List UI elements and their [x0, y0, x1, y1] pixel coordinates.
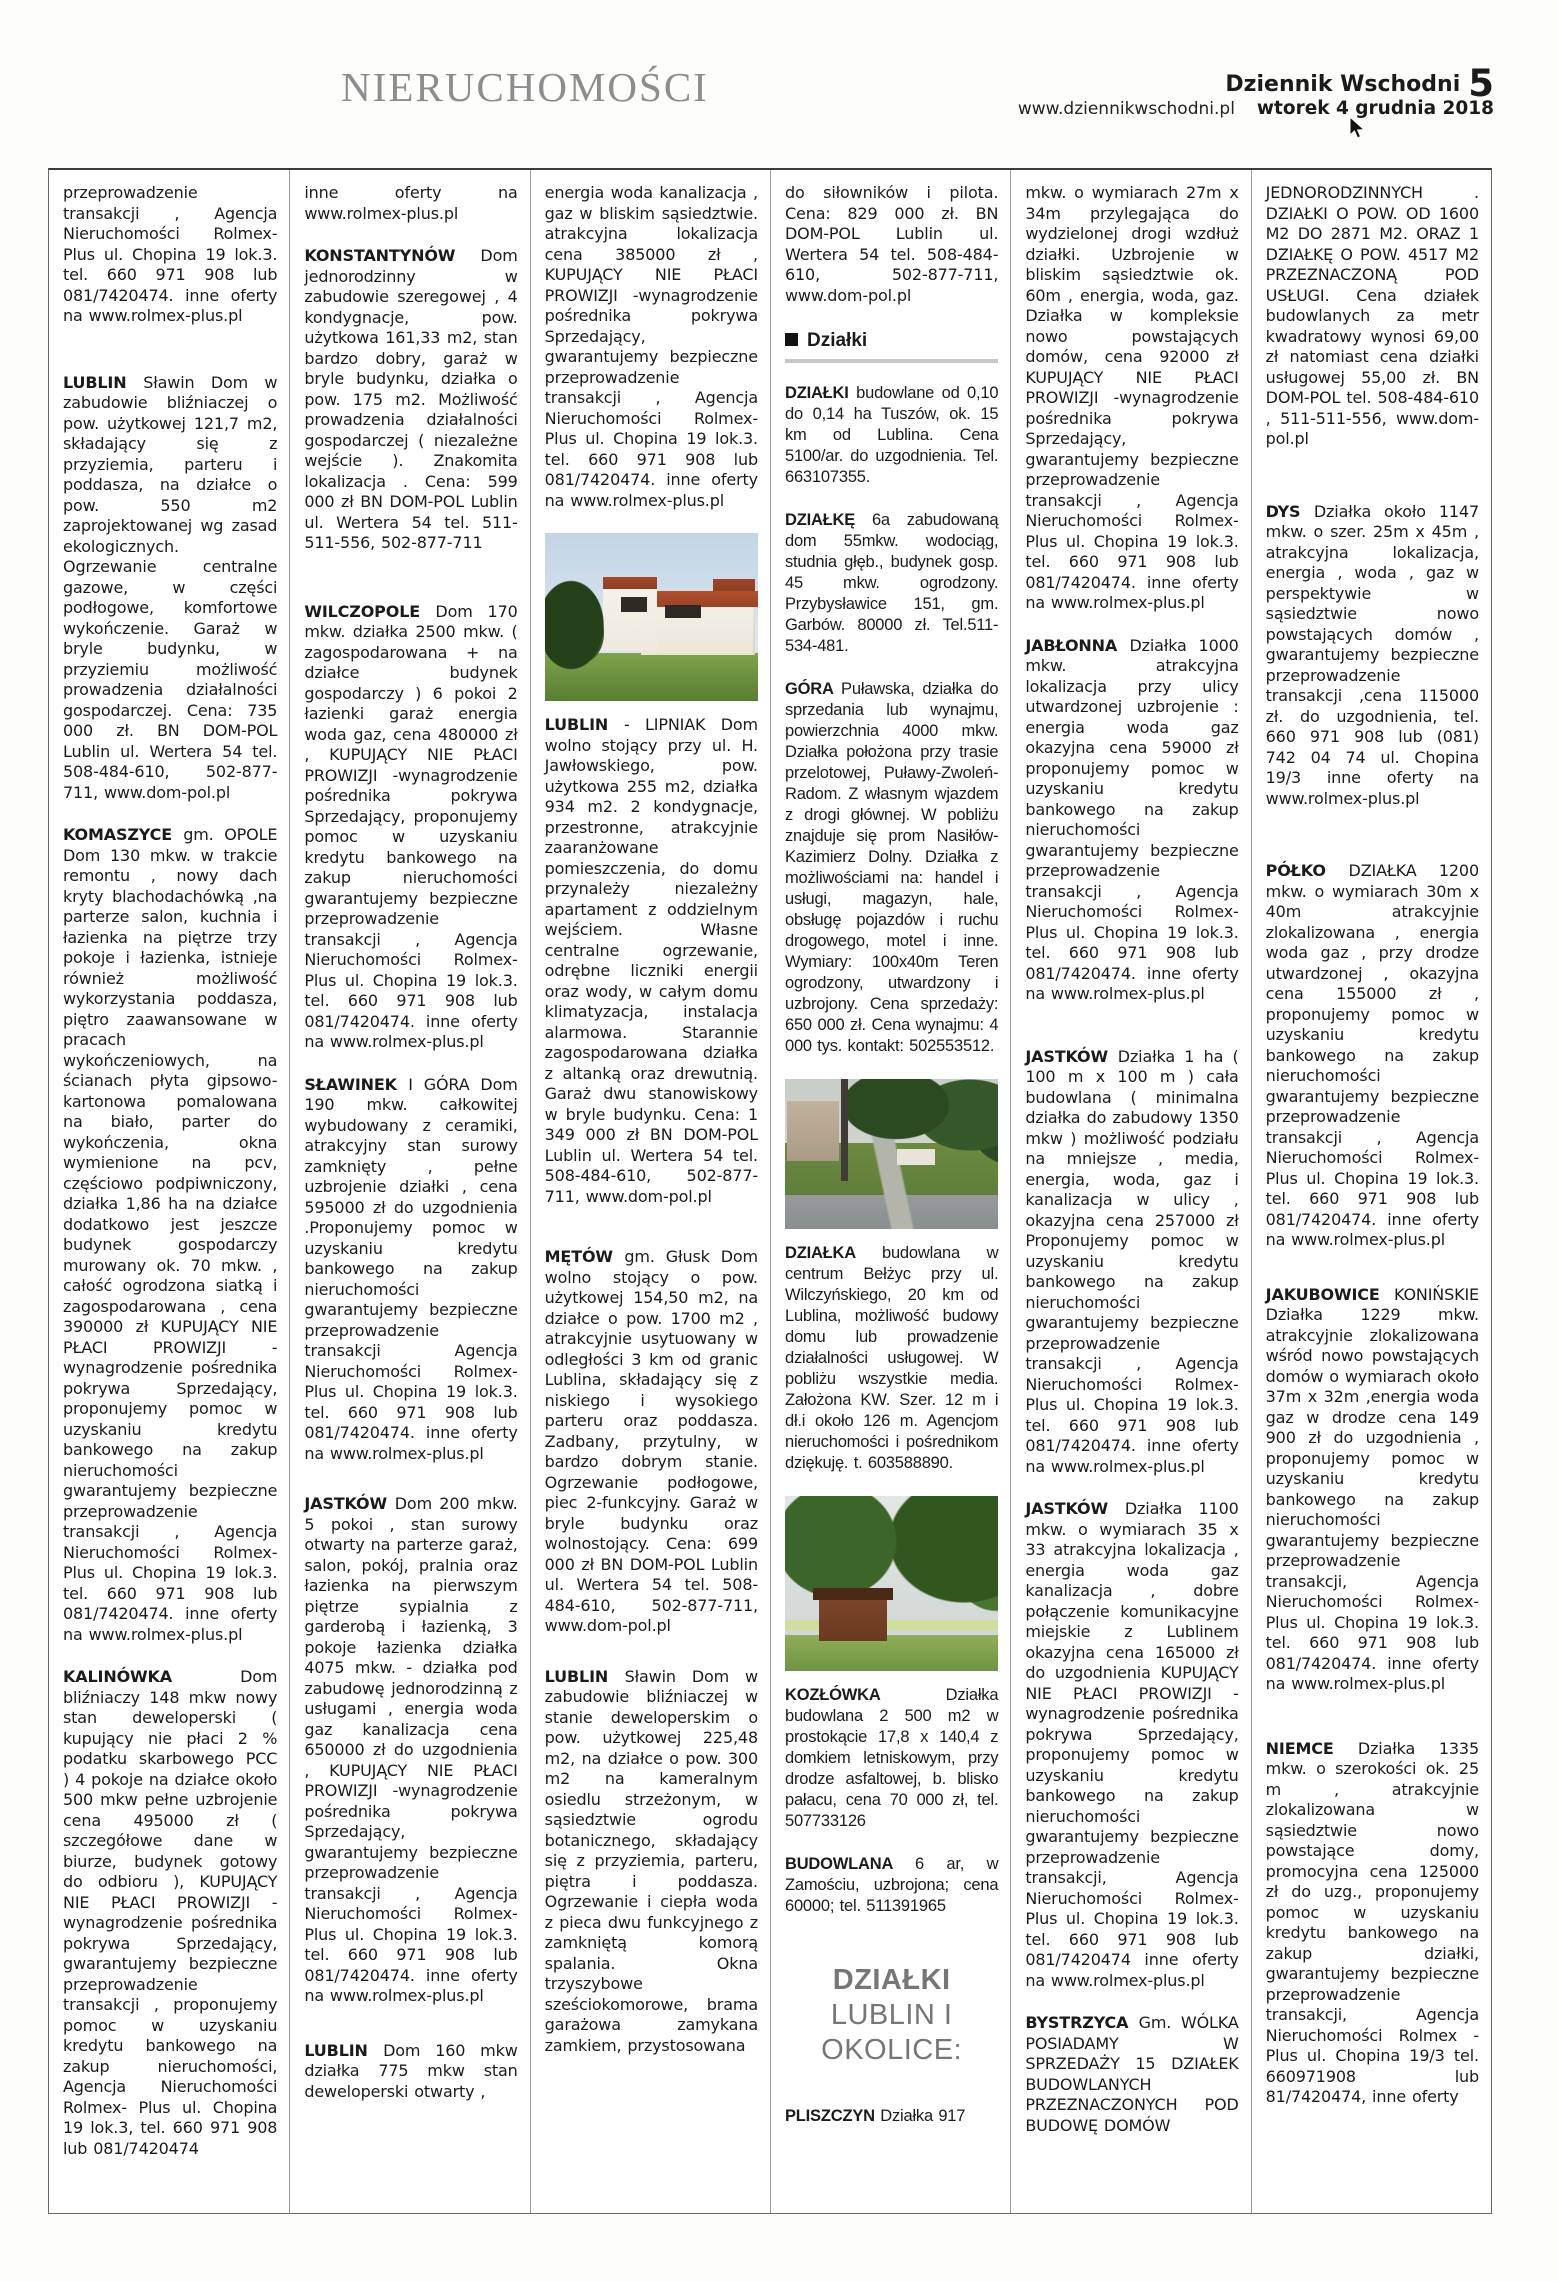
mouse-cursor-icon: [1348, 116, 1370, 140]
ad-text: I GÓRA Dom 190 mkw. całkowitej wybudowany z ceramiki, atrakcyjny stan surowy zamknięty , pełne uzbrojenie działki , cena 595000 zł do uzgodnienia .Proponujemy pomoc w uzyskaniu kredytu bankowego na zakup nieruchomości gwarantujemy bezpieczne przeprowadzenie transakcji Agencja Nieruchomości Rolmex-Plus ul. Chopina 19 lok.3. tel. 660 971 908 lub 081/7420474. inne oferty na www.rolmex-plus.pl: [304, 1074, 518, 1463]
ad-dzialka-belzyce: [785, 1243, 998, 1474]
ad-text: JEDNORODZINNYCH . DZIAŁKI O POW. OD 1600 M2 DO 2871 M2. ORAZ 1 DZIAŁKĘ O POW. 4517 M2 PRZEZNACZONĄ POD USŁUGI. Cena działek budowlanych za metr kwadratowy wynosi 69,00 zł natomiast cena działki usługowej 55,00 zł. BN DOM-POL tel. 508-484-610 , 511-511-556, www.dom-pol.pl: [1265, 183, 1479, 448]
ad-text: Puławska, działka do sprzedania lub wynajmu, powierzchnia 4000 mkw. Działka położona przy trasie przelotowej, Puławy-Zwoleń-Radom. Z własnym wjazdem z drogi głównej. W pobliżu znajduje się prom Nasiłów-Kazimierz Dolny. Działka z możliwościami na: handel i usługi, magazyn, hale, obsługę pojazdów i ruchu drogowego, motel i inne. Wymiary: 100x40m Teren ogrodzony, utwardzony i uzbrojony. Cena sprzedaży: 650 000 zł. Cena wynajmu: 4 000 tys. kontakt: 502553512.: [784, 680, 999, 1055]
ad-bystrzyca: [1025, 2013, 1238, 2136]
ad-lead: SŁAWINEK: [304, 1074, 409, 1094]
ad-lead: KONSTANTYNÓW: [304, 246, 481, 265]
ad-lead: LUBLIN: [544, 715, 624, 734]
ad-lead: PLISZCZYN: [784, 2107, 881, 2125]
ad-text: gm. OPOLE Dom 130 mkw. w trakcie remontu , nowy dach kryty blachodachówką ,na parterze salon, kuchnia i łazienka na piętrze trzy pokoje i łazienka, istnieje również możliwość wykorzystania poddasza, piętro zaawansowane w pracach wykończeniowych, na ścianach płyta gipsowo-kartonowa pomalowana na biało, parter do wykończenia, okna wymienione na pcv, częściowo podpiwniczony, działka 1,86 ha na działce dodatkowo jest jeszcze budynek gospodarczy murowany ok. 70 mkw. , całość ogrodzona siatką i zagospodarowana , cena 390000 zł KUPUJĄCY NIE PŁACI PROWIZJI -wynagrodzenie pośrednika pokrywa Sprzedający, proponujemy pomoc w uzyskaniu kredytu bankowego na zakup nieruchomości gwarantujemy bezpieczne przeprowadzenie transakcji , Agencja Nieruchomości Rolmex-Plus ul. Chopina 19 lok.3. tel. 660 971 908 lub 081/7420474. inne oferty na www.rolmex-plus.pl: [63, 825, 278, 1644]
brand-line: [1018, 62, 1494, 105]
ad-dzialki-tuszow: [785, 383, 998, 488]
photo-street-belzyce: [785, 1079, 998, 1229]
ad-lead: PÓŁKO: [1265, 861, 1349, 880]
column-2: [289, 170, 529, 2213]
ad-wilczopole: [304, 602, 517, 1053]
ad-lead: KALINÓWKA: [63, 1667, 241, 1686]
promo-rest-text: LUBLIN I OKOLICE:: [821, 1999, 963, 2066]
ad-jablonna: [1025, 636, 1238, 1005]
ad-text: Sławin Dom w zabudowie bliźniaczej o pow. użytkowej 121,7 m2, składający się z przyziemia, parteru i poddasza, na działce o pow. 550 m2 zaprojektowanej wg zasad ekologicznych. Ogrzewanie centralne gazowe, w części podłogowe, komfortowe wykończenie. Garaż w bryle budynku, w przyziemiu możliwość prowadzenia działalności gospodarczej. Cena: 735 000 zł. BN DOM-POL Lublin ul. Wertera 54 tel. 508-484-610, 502-877-711, www.dom-pol.pl: [63, 372, 278, 802]
ad-pliszczyn: [785, 2106, 998, 2127]
ad-metow: [545, 1247, 758, 1637]
ad-text: Działka około 1147 mkw. o szer. 25m x 45m , atrakcyjna lokalizacja, energia , woda , gaz w perspektywie w sąsiedztwie nowo powstających domów , gwarantujemy bezpieczne przeprowadzenie transakcji ,cena 115000 zł. do uzgodnienia, tel. 660 971 908 lub (081) 742 04 74 ul. Chopina 19/3 inne oferty na www.rolmex-plus.pl: [1265, 501, 1479, 808]
classifieds-area: [48, 168, 1492, 2214]
ad-jakubowice: [1266, 1285, 1479, 1695]
ad-lublin-dom-160: [304, 2041, 517, 2103]
ad-text: - LIPNIAK Dom wolno stojący przy ul. H. Jawłowskiego, pow. użytkowa 255 m2, działka 934 m2. 2 kondygnacje, przestronne, atrakcyjnie zaaranżowane pomieszczenia, do domu przynależy niezależny apartament z oddzielnym wejściem. Własne centralne ogrzewanie, odrębne liczniki energii oraz wody, w całym domu klimatyzacja, instalacja alarmowa. Starannie zagospodarowana działka z altanką oraz drewutnią. Garaż dwu stanowiskowy w bryle budynku. Cena: 1 349 000 zł BN DOM-POL Lublin ul. Wertera 54 tel. 508-484-610, 502-877-711, www.dom-pol.pl: [544, 715, 758, 1206]
square-bullet-icon: [785, 333, 798, 346]
ad-lead: JASTKÓW: [1025, 1499, 1125, 1518]
ad-lead: GÓRA: [784, 680, 842, 698]
ad-text: Dom bliźniaczy 148 mkw nowy stan deweloperski ( kupujący nie płaci 2 % podatku skarbowego PCC ) 4 pokoje na działce około 500 mkw pełne uzbrojenie cena 495000 zł ( szczegółowe dane w biurze, budynek gotowy do odbioru ), KUPUJĄCY NIE PŁACI PROWIZJI - wynagrodzenie pośrednika pokrywa Sprzedający, gwarantujemy bezpieczne przeprowadzenie transakcji , proponujemy pomoc w uzyskaniu kredytu bankowego na zakup nieruchomości, Agencja Nieruchomości Rolmex- Plus ul. Chopina 19 lok.3, tel. 660 971 908 lub 081/7420474: [63, 1667, 278, 2158]
ad-lead: KOZŁÓWKA: [784, 1686, 946, 1704]
ad-gora-pulawska: [785, 679, 998, 1057]
ad-slawinek-gora: [304, 1075, 517, 1465]
ad-lublin-lipniak: [545, 715, 758, 1207]
ad-lead: LUBLIN: [544, 1666, 625, 1686]
ad-text: do siłowników i pilota. Cena: 829 000 zł. BN DOM-POL Lublin ul. Wertera 54 tel. 508-484-610, 502-877-711, www.dom-pol.pl: [784, 183, 999, 305]
ad-niemce: [1266, 1739, 1479, 2108]
ad-lublin-slawin-dom: [63, 373, 277, 804]
ad-lead: WILCZOPOLE: [304, 601, 436, 621]
ad-kalinowka: [63, 1667, 277, 2159]
ad-jastkow-dom: [304, 1494, 517, 2007]
ad-text: Gm. WÓLKA POSIADAMY W SPRZEDAŻY 15 DZIAŁEK BUDOWLANYCH PRZEZNACZONYCH POD BUDOWĘ DOMÓW: [1025, 2013, 1239, 2135]
ad-lead: JASTKÓW: [1025, 1046, 1118, 1066]
section-dzialki: [785, 330, 998, 363]
ad-text: Działka 917: [880, 2107, 966, 2125]
section-label: Działki: [806, 330, 868, 351]
website-url: www.dziennikwschodni.pl: [1017, 99, 1235, 119]
ad-lead: KOMASZYCE: [63, 825, 184, 844]
ad-lead: DZIAŁKA: [784, 1244, 882, 1262]
photo-garden-kozlowka: [785, 1496, 998, 1671]
ad-jastkow-1ha: [1025, 1047, 1238, 1478]
photo-house-lipniak: [545, 533, 758, 701]
ad-lead: DZIAŁKĘ: [784, 511, 872, 529]
column-6: [1251, 170, 1491, 2213]
ad-jastkow-1100: [1025, 1499, 1238, 1991]
ad-text: Działka budowlana 2 500 m2 w prostokącie 17,8 x 140,4 z domkiem letniskowym, przy drodze asfaltowej, b. blisko pałacu, cena 70 000 zł, tel. 507733126: [784, 1686, 999, 1830]
issue-line: [1018, 98, 1494, 120]
ad-kozlowka: [785, 1685, 998, 1832]
ad-lead: NIEMCE: [1265, 1738, 1358, 1758]
ad-bystrzyca-continuation: [1266, 183, 1479, 450]
ad-text: Dom 200 mkw. 5 pokoi , stan surowy otwarty na parterze garaż, salon, pokój, pralnia oraz łazienka na pierwszym piętrze sypialnia z garderobą i łazienką, 3 pokoje łazienka działka 4075 mkw. - działka pod zabudowę jednorodzinną z usługami , energia woda gaz kanalizacja cena 650000 zł do uzgodnienia , KUPUJĄCY NIE PŁACI PROWIZJI -wynagrodzenie pośrednika pokrywa Sprzedający, gwarantujemy bezpieczne przeprowadzenie transakcji , Agencja Nieruchomości Rolmex-Plus ul. Chopina 19 lok.3. tel. 660 971 908 lub 081/7420474. inne oferty na www.rolmex-plus.pl: [304, 1494, 518, 2005]
ad-komaszyce: [63, 825, 277, 1645]
brand-name: Dziennik Wschodni: [1225, 72, 1461, 97]
ad-lead: LUBLIN: [304, 2040, 384, 2060]
ad-lead: JABŁONNA: [1025, 635, 1130, 655]
ad-text: gm. Głusk Dom wolno stojący o pow. użytkowej 154,50 m2, na działce o pow. 1700 m2 , atrakcyjnie usytuowany w odległości 3 km od granic Lublina, składający się z niskiego i wysokiego parteru oraz poddasza. Zadbany, przytulny, w bardzo dobrym stanie. Ogrzewanie podłogowe, piec 2-funkcyjny. Garaż w bryle budynku oraz wolnostojący. Cena: 699 000 zł BN DOM-POL Lublin ul. Wertera 54 tel. 508-484-610, 502-877-711, www.dom-pol.pl: [544, 1247, 758, 1635]
ad-text: energia woda kanalizacja , gaz w bliskim sąsiedztwie. atrakcyjna lokalizacja cena 385000 zł , KUPUJĄCY NIE PŁACI PROWIZJI -wynagrodzenie pośrednika pokrywa Sprzedający, gwarantujemy bezpieczne przeprowadzenie transakcji , Agencja Nieruchomości Rolmex-Plus ul. Chopina 19 lok.3. tel. 660 971 908 lub 081/7420474. inne oferty na www.rolmex-plus.pl: [544, 183, 758, 510]
column-3: [530, 170, 770, 2213]
ad-continuation-rolmex-3: [545, 183, 758, 511]
ad-budowlana-zamosc: [785, 1854, 998, 1917]
column-1: [49, 170, 289, 2213]
ad-lead: MĘTÓW: [544, 1247, 625, 1266]
ad-text: Dom jednorodzinny w zabudowie szeregowej , 4 kondygnacje, pow. użytkowa 161,33 m2, stan bardzo dobry, garaż w bryle budynku, działka o pow. 175 m2. Możliwość prowadzenia działalności gospodarczej ( niezależne wejście ). Znakomita lokalizacja . Cena: 599 000 zł BN DOM-POL Lublin ul. Wertera 54 tel. 511-511-556, 502-877-711: [304, 246, 518, 552]
promo-dzialki-lublin: [787, 1963, 996, 2068]
column-4: [770, 170, 1010, 2213]
ad-lead: BUDOWLANA: [784, 1855, 915, 1873]
ad-text: Dom 170 mkw. działka 2500 mkw. ( zagospodarowana + na działce budynek gospodarczy ) 6 pokoi 2 łazienki garaż energia woda gaz, cena 480000 zł , KUPUJĄCY NIE PŁACI PROWIZJI -wynagrodzenie pośrednika pokrywa Sprzedający, proponujemy pomoc w uzyskaniu kredytu bankowego na zakup nieruchomości gwarantujemy bezpieczne przeprowadzenie transakcji , Agencja Nieruchomości Rolmex-Plus ul. Chopina 19 lok.3. tel. 660 971 908 lub 081/7420474. inne oferty na www.rolmex-plus.pl: [304, 601, 518, 1051]
page-title: NIERUCHOMOŚCI: [341, 64, 709, 110]
ad-lead: BYSTRZYCA: [1025, 2013, 1139, 2032]
ad-text: mkw. o wymiarach 27m x 34m przylegająca do wydzielonej drogi wzdłuż działki. Uzbrojenie w bliskim sąsiedztwie ok. 60m , energia, woda, gaz. Działka w kompleksie nowo powstających domów, cena 92000 zł KUPUJĄCY NIE PŁACI PROWIZJI -wynagrodzenie pośrednika pokrywa Sprzedający, gwarantujemy bezpieczne przeprowadzenie transakcji , Agencja Nieruchomości Rolmex-Plus ul. Chopina 19 lok.3. tel. 660 971 908 lub 081/7420474. inne oferty na www.rolmex-plus.pl: [1025, 183, 1239, 612]
ad-text: 6a zabudowaną dom 55mkw. wodociąg, studnia głęb., budynek gosp. 45 mkw. ogrodzony. Przybysławice 151, gm. Garbów. 80000 zł. Tel.511-534-481.: [784, 511, 999, 655]
issue-date: wtorek 4 grudnia 2018: [1256, 98, 1494, 119]
ad-continuation-rolmex-2: [304, 183, 517, 224]
ad-lead: JASTKÓW: [304, 1494, 395, 1513]
ad-text: przeprowadzenie transakcji , Agencja Nieruchomości Rolmex-Plus ul. Chopina 19 lok.3. tel. 660 971 908 lub 081/7420474. inne oferty na www.rolmex-plus.pl: [63, 183, 278, 325]
ad-text: Dom 160 mkw działka 775 mkw stan deweloperski otwarty ,: [304, 2040, 518, 2101]
page-number: 5: [1468, 62, 1494, 105]
ad-continuation-rolmex: [63, 183, 277, 327]
ad-text: budowlana w centrum Bełżyc przy ul. Wilczyńskiego, 20 km od Lublina, możliwość budowy domu lub prowadzenie działalności usługowej. W pobliżu wszystkie media. Założona KW. Szer. 12 m i dł.i około 126 m. Agencjom nieruchomości i pośrednikom dziękuję. t. 603588890.: [784, 1244, 999, 1472]
ad-lead: LUBLIN: [63, 372, 144, 392]
ad-text: Sławin Dom w zabudowie bliźniaczej w stanie deweloperskim o pow. użytkowej 225,48 m2, na działce o pow. 300 m2 na kameralnym osiedlu strzeżonym, w sąsiedztwie ogrodu botanicznego, składający się z przyziemia, parteru, piętra i poddasza. Ogrzewanie i ciepła woda z pieca dwu funkcyjnego z zamkniętą komorą spalania. Okna trzyszybowe sześciokomorowe, brama garażowa zamykana zamkiem, przystosowana: [544, 1666, 758, 2055]
ad-text: Działka 1100 mkw. o wymiarach 35 x 33 atrakcyjna lokalizacja , energia woda gaz kanalizacja , dobre połączenie komunikacyjne miejskie z Lublinem okazyjna cena 165000 zł do uzgodnienia KUPUJĄCY NIE PŁACI PROWIZJI -wynagrodzenie pośrednika pokrywa Sprzedający, proponujemy pomoc w uzyskaniu kredytu bankowego na zakup nieruchomości gwarantujemy bezpieczne przeprowadzenie transakcji, Agencja Nieruchomości Rolmex-Plus ul. Chopina 19 lok.3. tel. 660 971 908 lub 081/7420474 inne oferty na www.rolmex-plus.pl: [1025, 1499, 1239, 1990]
ad-dys: [1266, 502, 1479, 810]
ad-konstantynow: [304, 246, 517, 554]
ad-text: inne oferty na www.rolmex-plus.pl: [304, 183, 518, 223]
ad-text: KONIŃSKIE Działka 1229 mkw. atrakcyjnie zlokalizowana wśród nowo powstających domów o wymiarach około 37m x 32m ,energia woda gaz w drodze cena 149 900 zł do uzgodnienia , proponujemy pomoc w uzyskaniu kredytu bankowego na zakup nieruchomości gwarantujemy bezpieczne przeprowadzenie transakcji, Agencja Nieruchomości Rolmex-Plus ul. Chopina 19 lok.3. tel. 660 971 908 lub 081/7420474. inne oferty na www.rolmex-plus.pl: [1265, 1284, 1479, 1693]
ad-text: Działka 1000 mkw. atrakcyjna lokalizacja przy ulicy utwardzonej uzbrojenie : energia woda gaz okazyjna cena 59000 zł proponujemy pomoc w uzyskaniu kredytu bankowego na zakup nieruchomości gwarantujemy bezpieczne przeprowadzenie transakcji , Agencja Nieruchomości Rolmex-Plus ul. Chopina 19 lok.3. tel. 660 971 908 lub 081/7420474. inne oferty na www.rolmex-plus.pl: [1025, 635, 1239, 1003]
ad-text: DZIAŁKA 1200 mkw. o wymiarach 30m x 40m atrakcyjnie zlokalizowana , energia woda gaz , przy drodze utwardzonej , okazyjna cena 155000 zł , proponujemy pomoc w uzyskaniu kredytu bankowego na zakup nieruchomości gwarantujemy bezpieczne przeprowadzenie transakcji , Agencja Nieruchomości Rolmex-Plus ul. Chopina 19 lok.3. tel. 660 971 908 lub 081/7420474. inne oferty na www.rolmex-plus.pl: [1265, 861, 1479, 1249]
promo-bold-text: DZIAŁKI: [832, 1964, 951, 1996]
ad-text: Działka 1 ha ( 100 m x 100 m ) cała budowlana ( minimalna działka do zabudowy 1350 mkw ) możliwość podziału na mniejsze , media, energia, woda, gaz i kanalizacja w ulicy , okazyjna cena 257000 zł Proponujemy pomoc w uzyskaniu kredytu bankowego na zakup nieruchomości gwarantujemy bezpieczne przeprowadzenie transakcji , Agencja Nieruchomości Rolmex-Plus ul. Chopina 19 lok.3. tel. 660 971 908 lub 081/7420474. inne oferty na www.rolmex-plus.pl: [1025, 1046, 1239, 1476]
column-5: [1010, 170, 1250, 2213]
ad-text: 6 ar, w Zamościu, uzbrojona; cena 60000; tel. 511391965: [784, 1855, 999, 1915]
ad-pliszczyn-continuation: [1025, 183, 1238, 614]
ad-text: Działka 1335 mkw. o szerokości ok. 25 m , atrakcyjnie zlokalizowana w sąsiedztwie nowo powstające domy, promocyjna cena 125000 zł do uzg., proponujemy pomoc w uzyskaniu kredytu bankowego na zakup działki, gwarantujemy bezpieczne przeprowadzenie transakcji, Agencja Nieruchomości Rolmex - Plus ul. Chopina 19/3 tel. 660971908 lub 81/7420474, inne oferty: [1265, 1738, 1479, 2106]
ad-text: budowlane od 0,10 do 0,14 ha Tuszów, ok. 15 km od Lublina. Cena 5100/ar. do uzgodnienia. Tel. 663107355.: [784, 384, 999, 486]
ad-lublin-slawin-deweloperski: [545, 1667, 758, 2057]
ad-lead: JAKUBOWICE: [1265, 1284, 1394, 1304]
ad-polko: [1266, 861, 1479, 1251]
ad-lead: DYS: [1265, 501, 1314, 521]
ad-dzialke-6a: [785, 510, 998, 657]
masthead-brand: [1017, 62, 1494, 120]
ad-lead: DZIAŁKI: [784, 384, 857, 402]
ad-continuation-dompol: [785, 183, 998, 306]
